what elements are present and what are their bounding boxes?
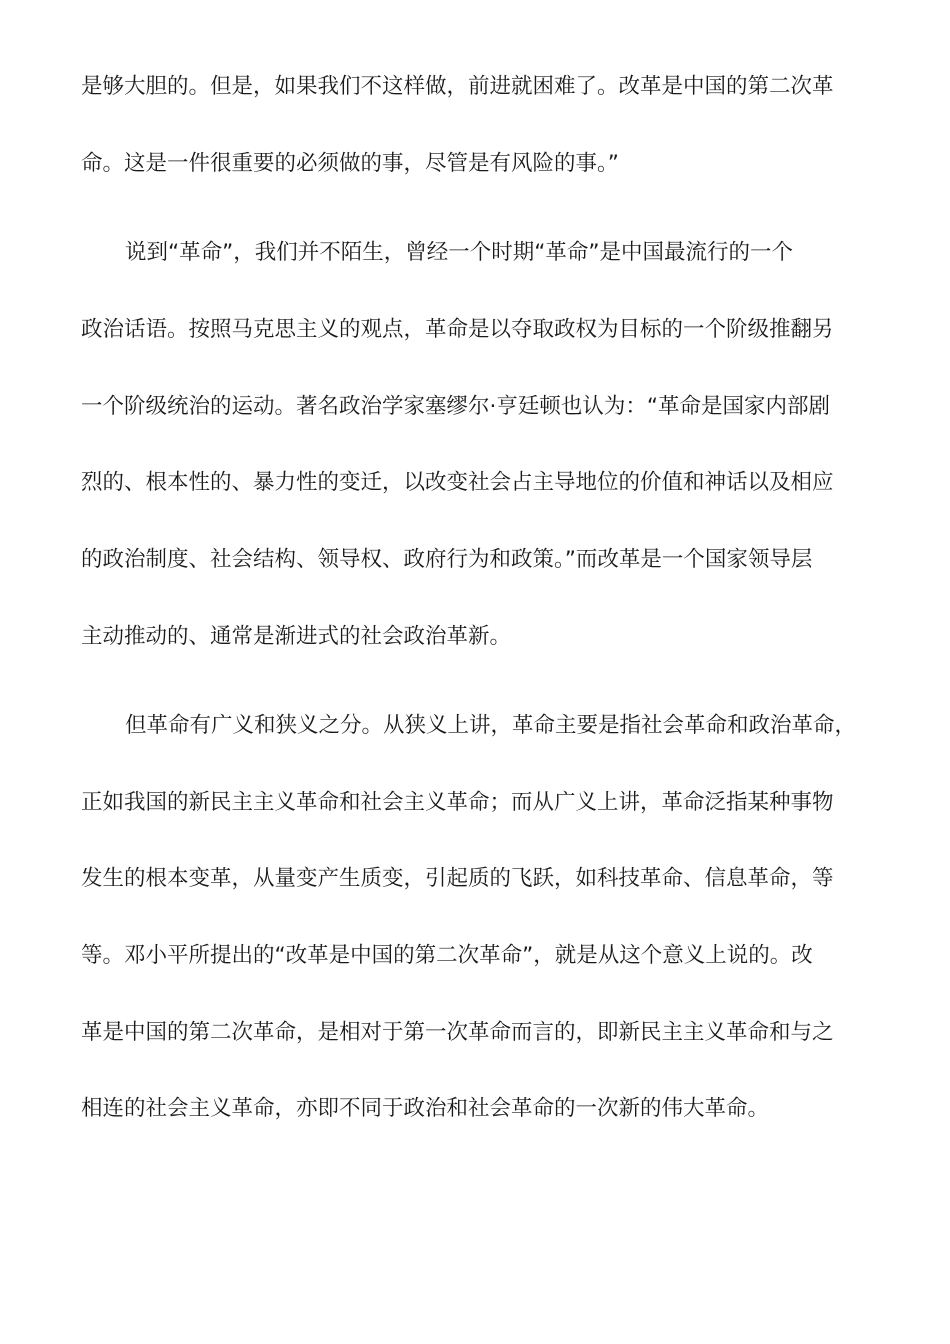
text-line: 正如我国的新民主主义革命和社会主义革命；而从广义上讲，革命泛指某种事物 (81, 790, 834, 815)
text-line: 但革命有广义和狭义之分。从狭义上讲，革命主要是指社会革命和政治革命， (125, 713, 857, 738)
text-line: 革是中国的第二次革命，是相对于第一次革命而言的，即新民主主义革命和与之 (81, 1020, 834, 1045)
text-line: 相连的社会主义革命，亦即不同于政治和社会革命的一次新的伟大革命。 (81, 1096, 770, 1121)
text-line: 主动推动的、通常是渐进式的社会政治革新。 (81, 624, 512, 649)
text-line: 一个阶级统治的运动。著名政治学家塞缪尔·亨廷顿也认为：“革命是国家内部剧 (81, 394, 830, 419)
text-line: 发生的根本变革，从量变产生质变，引起质的飞跃，如科技革命、信息革命，等 (81, 866, 834, 891)
text-line: 政治话语。按照马克思主义的观点，革命是以夺取政权为目标的一个阶级推翻另 (81, 317, 834, 342)
text-line: 烈的、根本性的、暴力性的变迁，以改变社会占主导地位的价值和神话以及相应 (81, 470, 834, 495)
text-line: 说到“革命”，我们并不陌生，曾经一个时期“革命”是中国最流行的一个 (125, 240, 794, 265)
text-line: 命。这是一件很重要的必须做的事，尽管是有风险的事。” (81, 151, 619, 176)
text-line: 是够大胆的。但是，如果我们不这样做，前进就困难了。改革是中国的第二次革 (81, 74, 834, 99)
text-line: 等。邓小平所提出的“改革是中国的第二次革命”，就是从这个意义上说的。改 (81, 943, 813, 968)
text-line: 的政治制度、社会结构、领导权、政府行为和政策。”而改革是一个国家领导层 (81, 547, 813, 572)
